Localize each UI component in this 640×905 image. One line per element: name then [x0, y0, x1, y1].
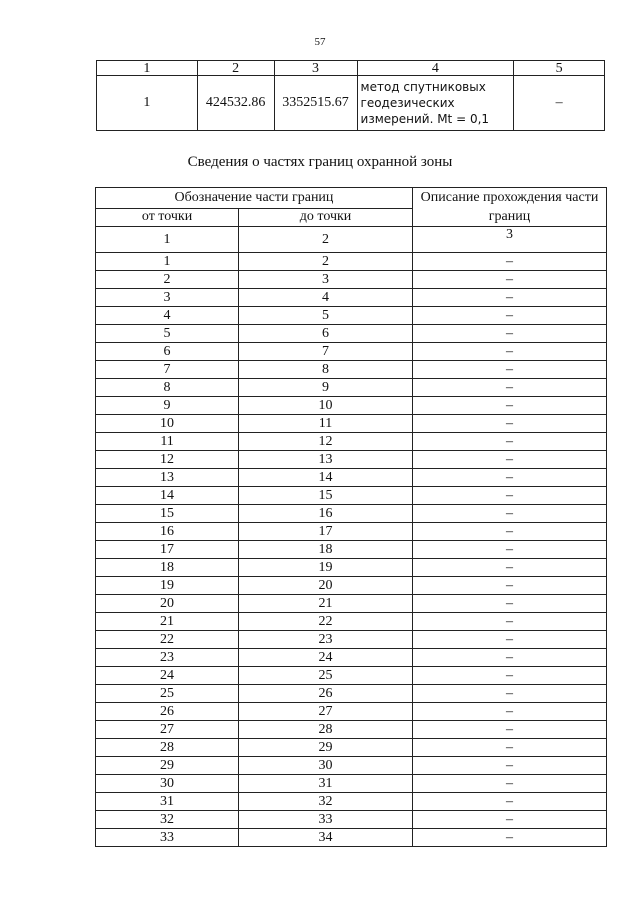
table-row — [96, 649, 607, 667]
to-point-cell: 28 — [239, 721, 413, 739]
to-point-cell: 18 — [239, 541, 413, 559]
description-cell: – — [412, 685, 606, 703]
table-row — [96, 667, 607, 685]
description-cell: – — [412, 541, 606, 559]
from-point-cell: 18 — [96, 559, 239, 577]
from-point-cell: 22 — [96, 631, 239, 649]
to-point-cell: 26 — [239, 685, 413, 703]
to-point-cell: 4 — [239, 289, 413, 307]
to-point-cell: 19 — [239, 559, 413, 577]
table-row — [96, 793, 607, 811]
table-row — [96, 559, 607, 577]
from-point-cell: 23 — [96, 649, 239, 667]
to-point-cell: 27 — [239, 703, 413, 721]
description-cell: – — [412, 559, 606, 577]
description-cell: – — [412, 271, 606, 289]
description-cell: – — [412, 811, 606, 829]
from-point-cell: 26 — [96, 703, 239, 721]
number-row-col-2: 2 — [239, 227, 413, 253]
table-row — [96, 577, 607, 595]
description-cell: – — [412, 757, 606, 775]
number-row-col-3: 3 — [412, 227, 606, 253]
to-point-cell: 7 — [239, 343, 413, 361]
from-point-cell: 6 — [96, 343, 239, 361]
to-point-cell: 12 — [239, 433, 413, 451]
description-cell: – — [412, 325, 606, 343]
from-point-cell: 4 — [96, 307, 239, 325]
boundary-table-group-header-row — [96, 188, 607, 209]
from-point-cell: 33 — [96, 829, 239, 847]
to-point-header: до точки — [239, 208, 413, 226]
from-point-cell: 31 — [96, 793, 239, 811]
from-point-cell: 5 — [96, 325, 239, 343]
col-number-2: 2 — [197, 61, 274, 76]
description-cell: – — [412, 595, 606, 613]
table-row — [96, 613, 607, 631]
to-point-cell: 13 — [239, 451, 413, 469]
from-point-header: от точки — [96, 208, 239, 226]
table-row — [96, 721, 607, 739]
table-row — [96, 631, 607, 649]
table-row — [96, 451, 607, 469]
page-number: 57 — [314, 36, 326, 48]
description-cell: – — [412, 613, 606, 631]
from-point-cell: 29 — [96, 757, 239, 775]
from-point-cell: 16 — [96, 523, 239, 541]
table-row — [96, 361, 607, 379]
description-cell: – — [412, 469, 606, 487]
from-point-cell: 21 — [96, 613, 239, 631]
from-point-cell: 28 — [96, 739, 239, 757]
measurement-method: метод спутниковых геодезических измерений. Mt = 0,1 — [357, 76, 514, 131]
boundary-parts-table-body — [96, 188, 607, 847]
table-row — [96, 469, 607, 487]
to-point-cell: 24 — [239, 649, 413, 667]
table-row — [96, 307, 607, 325]
to-point-cell: 16 — [239, 505, 413, 523]
from-point-cell: 8 — [96, 379, 239, 397]
description-cell: – — [412, 361, 606, 379]
from-point-cell: 1 — [96, 253, 239, 271]
table-row — [96, 811, 607, 829]
description-cell: – — [412, 397, 606, 415]
to-point-cell: 9 — [239, 379, 413, 397]
from-point-cell: 27 — [96, 721, 239, 739]
description-cell: – — [412, 739, 606, 757]
coordinates-table — [96, 60, 605, 131]
description-cell: – — [412, 343, 606, 361]
from-point-cell: 19 — [96, 577, 239, 595]
table-row — [96, 757, 607, 775]
note-cell: – — [514, 76, 605, 131]
table-row — [96, 487, 607, 505]
description-cell: – — [412, 451, 606, 469]
from-point-cell: 11 — [96, 433, 239, 451]
to-point-cell: 3 — [239, 271, 413, 289]
table-row — [96, 415, 607, 433]
to-point-cell: 17 — [239, 523, 413, 541]
number-row-col-1: 1 — [96, 227, 239, 253]
to-point-cell: 21 — [239, 595, 413, 613]
description-cell: – — [412, 793, 606, 811]
to-point-cell: 30 — [239, 757, 413, 775]
coordinate-x: 424532.86 — [197, 76, 274, 131]
description-cell: – — [412, 415, 606, 433]
to-point-cell: 29 — [239, 739, 413, 757]
table-row — [96, 253, 607, 271]
to-point-cell: 22 — [239, 613, 413, 631]
from-point-cell: 24 — [96, 667, 239, 685]
description-cell: – — [412, 631, 606, 649]
boundary-parts-table — [95, 187, 607, 847]
to-point-cell: 31 — [239, 775, 413, 793]
description-cell: – — [412, 523, 606, 541]
table-row — [96, 829, 607, 847]
table-row — [96, 271, 607, 289]
group-header: Обозначение части границ — [96, 188, 413, 209]
to-point-cell: 6 — [239, 325, 413, 343]
to-point-cell: 2 — [239, 253, 413, 271]
table-row — [96, 325, 607, 343]
description-cell: – — [412, 253, 606, 271]
to-point-cell: 15 — [239, 487, 413, 505]
to-point-cell: 8 — [239, 361, 413, 379]
from-point-cell: 12 — [96, 451, 239, 469]
table-row — [96, 379, 607, 397]
table-row — [96, 595, 607, 613]
point-number: 1 — [97, 76, 198, 131]
table-row — [96, 775, 607, 793]
table-row — [96, 433, 607, 451]
description-header: Описание прохождения части границ — [412, 188, 606, 227]
from-point-cell: 32 — [96, 811, 239, 829]
table-row — [96, 397, 607, 415]
coordinate-y: 3352515.67 — [274, 76, 357, 131]
col-number-1: 1 — [97, 61, 198, 76]
to-point-cell: 5 — [239, 307, 413, 325]
to-point-cell: 14 — [239, 469, 413, 487]
description-cell: – — [412, 703, 606, 721]
from-point-cell: 15 — [96, 505, 239, 523]
description-cell: – — [412, 505, 606, 523]
table-row — [96, 289, 607, 307]
table-row — [96, 343, 607, 361]
description-cell: – — [412, 721, 606, 739]
from-point-cell: 17 — [96, 541, 239, 559]
from-point-cell: 14 — [96, 487, 239, 505]
to-point-cell: 32 — [239, 793, 413, 811]
table-row — [96, 541, 607, 559]
description-cell: – — [412, 289, 606, 307]
table-row — [96, 685, 607, 703]
to-point-cell: 23 — [239, 631, 413, 649]
col-number-4: 4 — [357, 61, 514, 76]
col-number-5: 5 — [514, 61, 605, 76]
from-point-cell: 13 — [96, 469, 239, 487]
section-title: Сведения о частях границ охранной зоны — [187, 154, 453, 170]
to-point-cell: 25 — [239, 667, 413, 685]
description-cell: – — [412, 667, 606, 685]
to-point-cell: 11 — [239, 415, 413, 433]
description-cell: – — [412, 829, 606, 847]
from-point-cell: 10 — [96, 415, 239, 433]
description-cell: – — [412, 307, 606, 325]
coordinates-table-row — [97, 76, 605, 131]
boundary-table-number-row — [96, 227, 607, 253]
description-cell: – — [412, 433, 606, 451]
from-point-cell: 9 — [96, 397, 239, 415]
coordinates-table-header-row — [97, 61, 605, 76]
from-point-cell: 20 — [96, 595, 239, 613]
from-point-cell: 2 — [96, 271, 239, 289]
table-row — [96, 523, 607, 541]
table-row — [96, 505, 607, 523]
description-cell: – — [412, 379, 606, 397]
table-row — [96, 703, 607, 721]
description-cell: – — [412, 487, 606, 505]
to-point-cell: 10 — [239, 397, 413, 415]
from-point-cell: 30 — [96, 775, 239, 793]
description-cell: – — [412, 775, 606, 793]
from-point-cell: 25 — [96, 685, 239, 703]
to-point-cell: 20 — [239, 577, 413, 595]
col-number-3: 3 — [274, 61, 357, 76]
table-row — [96, 739, 607, 757]
description-cell: – — [412, 577, 606, 595]
from-point-cell: 7 — [96, 361, 239, 379]
to-point-cell: 34 — [239, 829, 413, 847]
description-cell: – — [412, 649, 606, 667]
to-point-cell: 33 — [239, 811, 413, 829]
from-point-cell: 3 — [96, 289, 239, 307]
